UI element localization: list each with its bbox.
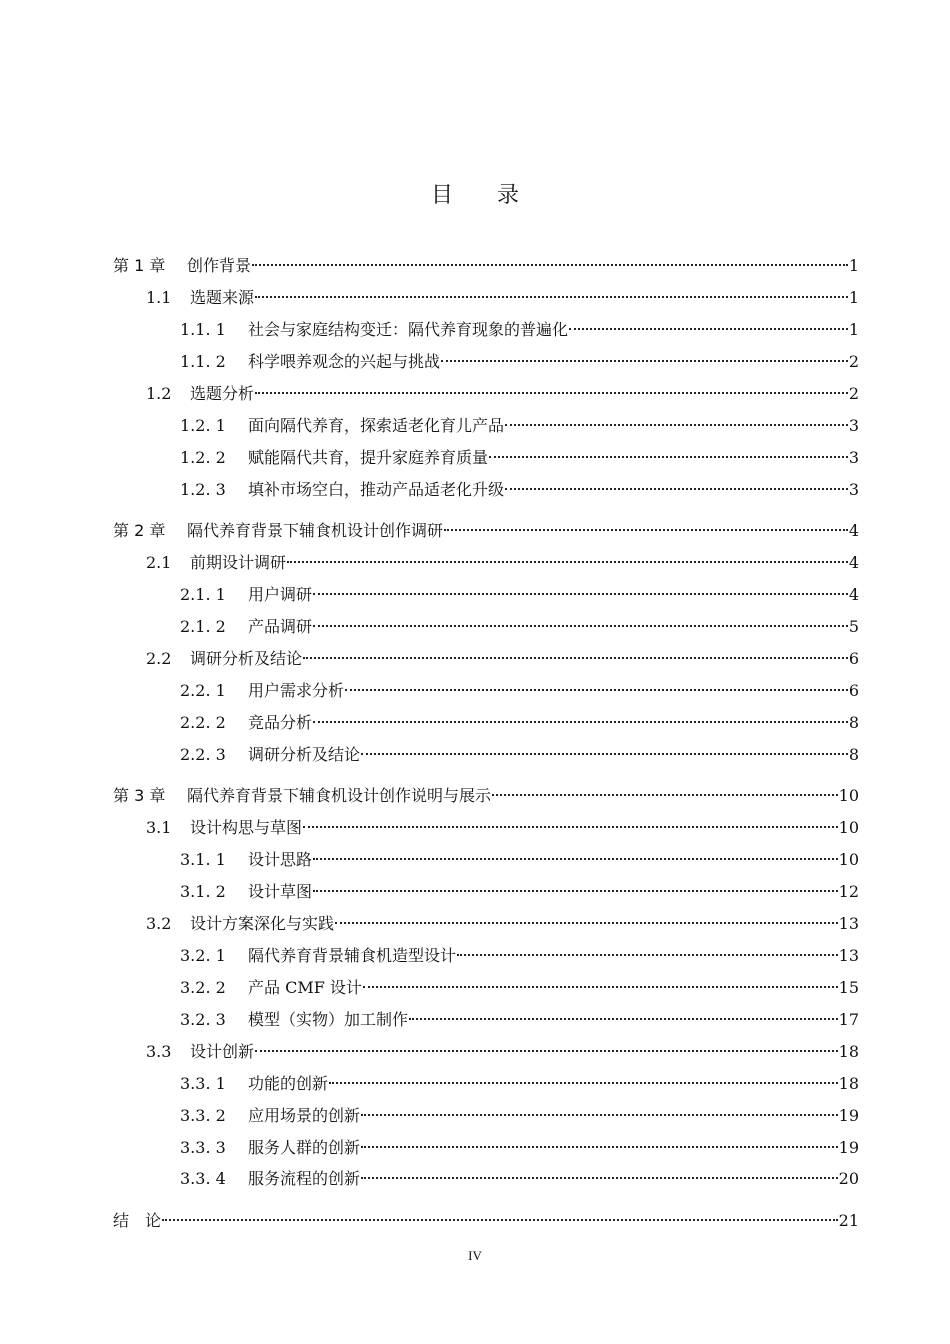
toc-title [0, 178, 950, 209]
toc-entry-title: 设计草图 [248, 882, 313, 901]
toc-entry-page: 13 [838, 914, 859, 933]
toc-dot-leader [489, 441, 848, 463]
toc-entry-title: 服务流程的创新 [248, 1169, 361, 1188]
toc-entry[interactable] [180, 578, 859, 604]
toc-entry-page: 4 [848, 521, 859, 540]
toc-entry[interactable] [180, 1162, 859, 1188]
toc-dot-leader [569, 313, 848, 335]
toc-entry-number: 1.1. 1 [180, 320, 226, 339]
toc-entry-page: 3 [848, 480, 859, 499]
toc-entry-page: 19 [838, 1106, 859, 1125]
toc-entry-number: 3.2 [146, 914, 172, 933]
toc-entry-page: 21 [838, 1211, 859, 1230]
toc-dot-leader [457, 939, 838, 961]
toc-entry-page: 12 [838, 882, 859, 901]
toc-entry-number: 1.1 [146, 288, 172, 307]
toc-entry-page: 13 [838, 946, 859, 965]
toc-entry-number: 第 2 章 [113, 521, 166, 540]
toc-entry-page: 3 [848, 416, 859, 435]
toc-title-left: 目 [430, 183, 453, 208]
toc-entry[interactable] [180, 313, 859, 339]
toc-entry-page: 1 [848, 288, 859, 307]
toc-dot-leader [335, 907, 838, 929]
toc-entry-title: 选题分析 [190, 384, 255, 403]
toc-dot-leader [252, 249, 848, 271]
toc-entry-number: 3.3. 1 [180, 1074, 226, 1093]
toc-entry-title: 隔代养育背景辅食机造型设计 [248, 946, 457, 965]
toc-dot-leader [361, 738, 848, 760]
toc-entry[interactable] [146, 377, 859, 403]
toc-entry-page: 18 [838, 1042, 859, 1061]
toc-entry-title: 模型（实物）加工制作 [248, 1010, 409, 1029]
toc-entry-title: 面向隔代养育，探索适老化育儿产品 [248, 416, 505, 435]
toc-dot-leader [313, 610, 848, 632]
toc-entry-number: 2.2. 2 [180, 713, 226, 732]
toc-dot-leader [313, 843, 838, 865]
toc-entry-title: 前期设计调研 [190, 553, 287, 572]
toc-entry-title: 用户调研 [248, 585, 313, 604]
toc-entry-number: 2.2 [146, 649, 172, 668]
toc-entry-number: 1.2. 3 [180, 480, 226, 499]
toc-dot-leader [441, 345, 848, 367]
toc-dot-leader [329, 1067, 838, 1089]
toc-dot-leader [363, 971, 838, 993]
toc-entry[interactable] [180, 473, 859, 499]
toc-dot-leader [361, 1162, 838, 1184]
toc-entry[interactable] [180, 1099, 859, 1125]
toc-entry-title: 服务人群的创新 [248, 1138, 361, 1157]
toc-title-right: 录 [497, 183, 520, 208]
toc-entry-number: 1.2 [146, 384, 172, 403]
toc-dot-leader [361, 1131, 838, 1153]
toc-entry[interactable] [180, 1003, 859, 1029]
toc-entry[interactable] [146, 907, 859, 933]
toc-entry[interactable] [180, 1131, 859, 1157]
toc-dot-leader [492, 779, 838, 801]
toc-entry[interactable] [146, 1035, 859, 1061]
toc-entry[interactable] [180, 738, 859, 764]
toc-entry-title: 隔代养育背景下辅食机设计创作调研 [187, 521, 444, 540]
toc-dot-leader [361, 1099, 838, 1121]
toc-entry-number: 3.3 [146, 1042, 172, 1061]
toc-entry-page: 8 [848, 745, 859, 764]
toc-entry-page: 15 [838, 978, 859, 997]
toc-entry-number: 3.3. 3 [180, 1138, 226, 1157]
toc-entry-title: 竞品分析 [248, 713, 313, 732]
toc-dot-leader [345, 674, 848, 696]
toc-entry-title: 填补市场空白，推动产品适老化升级 [248, 480, 505, 499]
toc-entry[interactable] [180, 441, 859, 467]
toc-dot-leader [409, 1003, 838, 1025]
toc-entry-title: 设计构思与草图 [190, 818, 303, 837]
toc-entry-page: 4 [848, 585, 859, 604]
toc-dot-leader [313, 706, 848, 728]
toc-entry-page: 6 [848, 681, 859, 700]
toc-entry-page: 10 [838, 818, 859, 837]
toc-entry[interactable] [180, 409, 859, 435]
toc-entry-title: 赋能隔代共育，提升家庭养育质量 [248, 448, 489, 467]
toc-entry[interactable] [180, 971, 859, 997]
toc-entry-page: 1 [848, 320, 859, 339]
page-number: IV [468, 1248, 482, 1263]
toc-entry-number: 2.1 [146, 553, 172, 572]
toc-dot-leader [162, 1204, 838, 1226]
toc-entry-page: 10 [838, 850, 859, 869]
toc-dot-leader [444, 514, 848, 536]
toc-entry-title: 设计方案深化与实践 [190, 914, 335, 933]
toc-entry-page: 1 [848, 256, 859, 275]
toc-entry-number: 2.2. 1 [180, 681, 226, 700]
toc-entry-number: 结 论 [113, 1211, 162, 1230]
toc-entry-title: 科学喂养观念的兴起与挑战 [248, 352, 441, 371]
toc-entry-page: 17 [838, 1010, 859, 1029]
toc-dot-leader [287, 546, 848, 568]
toc-entry-number: 3.1 [146, 818, 172, 837]
toc-entry-number: 3.1. 1 [180, 850, 226, 869]
toc-entry-title: 隔代养育背景下辅食机设计创作说明与展示 [187, 786, 492, 805]
toc-entry-number: 3.3. 2 [180, 1106, 226, 1125]
toc-entry-title: 用户需求分析 [248, 681, 345, 700]
toc-dot-leader [255, 281, 848, 303]
toc-dot-leader [313, 578, 848, 600]
toc-entry[interactable] [113, 1204, 859, 1230]
toc-entry[interactable] [180, 610, 859, 636]
toc-dot-leader [303, 811, 838, 833]
toc-entry-title: 产品 CMF 设计 [248, 978, 362, 997]
toc-entry-page: 3 [848, 448, 859, 467]
toc-dot-leader [303, 642, 848, 664]
toc-entry-page: 10 [838, 786, 859, 805]
toc-entry[interactable] [146, 546, 859, 572]
toc-entry[interactable] [180, 674, 859, 700]
toc-entry-number: 1.2. 2 [180, 448, 226, 467]
toc-dot-leader [255, 377, 848, 399]
toc-entry-title: 应用场景的创新 [248, 1106, 361, 1125]
toc-entry-number: 3.3. 4 [180, 1169, 226, 1188]
toc-entry[interactable] [180, 939, 859, 965]
toc-entry[interactable] [113, 514, 859, 540]
toc-entry[interactable] [180, 1067, 859, 1093]
toc-dot-leader [505, 409, 848, 431]
toc-entry-title: 调研分析及结论 [248, 745, 361, 764]
toc-entry-title: 功能的创新 [248, 1074, 329, 1093]
toc-entry-number: 1.1. 2 [180, 352, 226, 371]
toc-entry-number: 3.1. 2 [180, 882, 226, 901]
toc-entry-page: 2 [848, 384, 859, 403]
toc-entry-title: 创作背景 [187, 256, 252, 275]
toc-entry-number: 1.2. 1 [180, 416, 226, 435]
toc-entry[interactable] [180, 345, 859, 371]
toc-entry-number: 3.2. 2 [180, 978, 226, 997]
toc-entry-page: 20 [838, 1169, 859, 1188]
toc-entry-page: 2 [848, 352, 859, 371]
toc-dot-leader [505, 473, 848, 495]
toc-entry[interactable] [113, 249, 859, 275]
toc-entry-number: 3.2. 3 [180, 1010, 226, 1029]
toc-entry-title: 选题来源 [190, 288, 255, 307]
toc-entry[interactable] [180, 875, 859, 901]
toc-entry-title: 产品调研 [248, 617, 313, 636]
toc-entry-number: 3.2. 1 [180, 946, 226, 965]
toc-entry-title: 设计创新 [190, 1042, 255, 1061]
toc-dot-leader [255, 1035, 838, 1057]
toc-entry-page: 5 [848, 617, 859, 636]
toc-entry-page: 4 [848, 553, 859, 572]
toc-entry-number: 2.2. 3 [180, 745, 226, 764]
toc-entry-number: 第 3 章 [113, 786, 166, 805]
toc-entry-title: 社会与家庭结构变迁：隔代养育现象的普遍化 [248, 320, 569, 339]
toc-entry-page: 19 [838, 1138, 859, 1157]
toc-entry-title: 设计思路 [248, 850, 313, 869]
toc-entry-number: 2.1. 2 [180, 617, 226, 636]
toc-entry[interactable] [146, 642, 859, 668]
toc-entry[interactable] [146, 811, 859, 837]
toc-entry[interactable] [113, 779, 859, 805]
toc-entry-page: 8 [848, 713, 859, 732]
toc-entry-page: 6 [848, 649, 859, 668]
toc-entry[interactable] [180, 843, 859, 869]
toc-entry-number: 第 1 章 [113, 256, 166, 275]
toc-entry[interactable] [146, 281, 859, 307]
toc-entry[interactable] [180, 706, 859, 732]
toc-entry-number: 2.1. 1 [180, 585, 226, 604]
toc-entry-title: 调研分析及结论 [190, 649, 303, 668]
toc-dot-leader [313, 875, 838, 897]
toc-entry-page: 18 [838, 1074, 859, 1093]
